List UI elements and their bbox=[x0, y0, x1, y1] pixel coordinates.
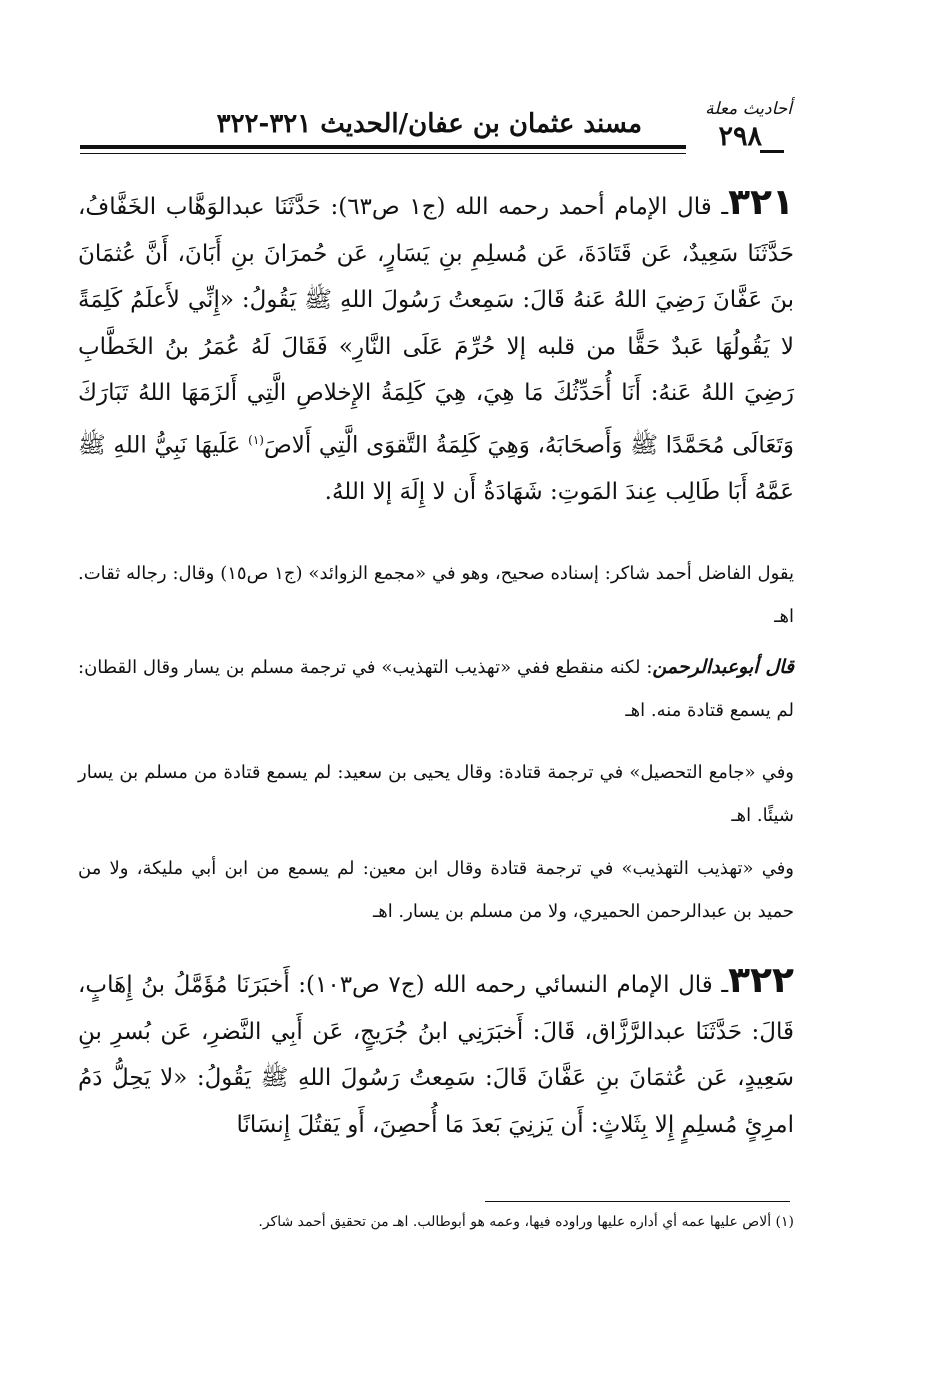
hadith-number: ٣٢٢ bbox=[728, 960, 794, 1001]
hadith-text: ـ قال الإمام أحمد رحمه الله (ج١ ص٦٣): حَدَّثَنَا عبدالوَهَّاب الخَفَّافُ، حَدَّثَنَا سَعِيدٌ، عَن قَتَادَةَ، عَن مُسلِمِ بنِ يَسَارٍ، عَن حُمرَانَ بنِ أَبَانَ، أَنَّ عُثمَانَ بنَ عَفَّانَ رَضِيَ اللهُ عَنهُ قَالَ: سَمِعتُ رَسُولَ اللهِ ﷺ يَقُولُ: «إِنِّي لأَعلَمُ كَلِمَةً لا يَقُولُهَا عَبدٌ حَقًّا من قلبه إلا حُرِّمَ عَلَى النَّارِ» فَقَالَ لَهُ عُمَرُ بنُ الخَطَّابِ رَضِيَ اللهُ عَنهُ: أَنَا أُحَدِّثُكَ مَا هِيَ، هِيَ كَلِمَةُ الإِخلاصِ الَّتِي أَلزَمَهَا اللهُ تَبَارَكَ وَتَعَالَى مُحَمَّدًا ﷺ وَأَصحَابَهُ، وَهِيَ كَلِمَةُ التَّقوَى الَّتِي أَلاصَ bbox=[78, 194, 794, 459]
note-jami-tahsil: وفي «جامع التحصيل» في ترجمة قتادة: وقال يحيى بن سعيد: لم يسمع قتادة من مسلم بن يسار شيئًا. اهـ bbox=[78, 762, 794, 826]
note-tahdhib: وفي «تهذيب التهذيب» في ترجمة قتادة وقال ابن معين: لم يسمع من ابن أبي مليكة، ولا من حميد بن عبدالرحمن الحميري، ولا من مسلم بن يسار. اهـ bbox=[78, 858, 794, 922]
page-header bbox=[80, 95, 792, 165]
footnote: (١) ألاص عليها عمه أي أداره عليها وراوده فيها، وعمه هو أبوطالب. اهـ من تحقيق أحمد شاكر. bbox=[258, 1214, 794, 1230]
note-shakir: يقول الفاضل أحمد شاكر: إسناده صحيح، وهو في «مجمع الزوائد» (ج١ ص١٥) وقال: رجاله ثقات. اهـ bbox=[78, 563, 794, 627]
hadith-number: ٣٢١ bbox=[728, 182, 794, 223]
page-number-underline bbox=[760, 150, 784, 153]
hadith-322 bbox=[78, 958, 794, 1148]
note-author-text: : لكنه منقطع ففي «تهذيب التهذيب» في ترجمة مسلم بن يسار وقال القطان: لم يسمع قتادة منه. اهـ bbox=[78, 657, 794, 721]
hadith-text: ـ قال الإمام النسائي رحمه الله (ج٧ ص١٠٣): أَخبَرَنَا مُؤَمَّلُ بنُ إِهَابٍ، قَالَ: حَدَّثَنَا عبدالرَّزَّاق، قَالَ: أَخبَرَنِي ابنُ جُرَيجٍ، عَن أَبِي النَّضرِ، عَن بُسرِ بنِ سَعِيدٍ، عَن عُثمَانَ بنِ عَفَّانَ قَالَ: سَمِعتُ رَسُولَ اللهِ ﷺ يَقُولُ: «لا يَحِلُّ دَمُ امرِئٍ مُسلِمٍ إِلا بِثَلاثٍ: أَن يَزنِيَ بَعدَ مَا أُحصِنَ، أَو يَقتُلَ إِنسَانًا bbox=[78, 972, 794, 1138]
handwritten-note: أحاديث معلة bbox=[705, 99, 792, 119]
note-author bbox=[78, 646, 794, 732]
running-title: مسند عثمان بن عفان/الحديث ٣٢١-٣٢٢ bbox=[216, 109, 642, 139]
header-rule-thick bbox=[80, 145, 686, 149]
footnote-separator bbox=[485, 1201, 790, 1202]
page-number: ٢٩٨ bbox=[718, 121, 762, 152]
footnote-reference: (١) bbox=[248, 432, 264, 447]
hadith-321 bbox=[78, 180, 794, 515]
header-rule-thin bbox=[80, 153, 686, 154]
hadith-text-end: عَلَيهَا نَبِيُّ اللهِ ﷺ عَمَّهُ أَبَا طَالِب عِندَ المَوتِ: شَهَادَةُ أَن لا إِلَهَ إلا اللهُ. bbox=[78, 432, 794, 505]
author-signature: قال أبوعبدالرحمن bbox=[652, 656, 795, 678]
